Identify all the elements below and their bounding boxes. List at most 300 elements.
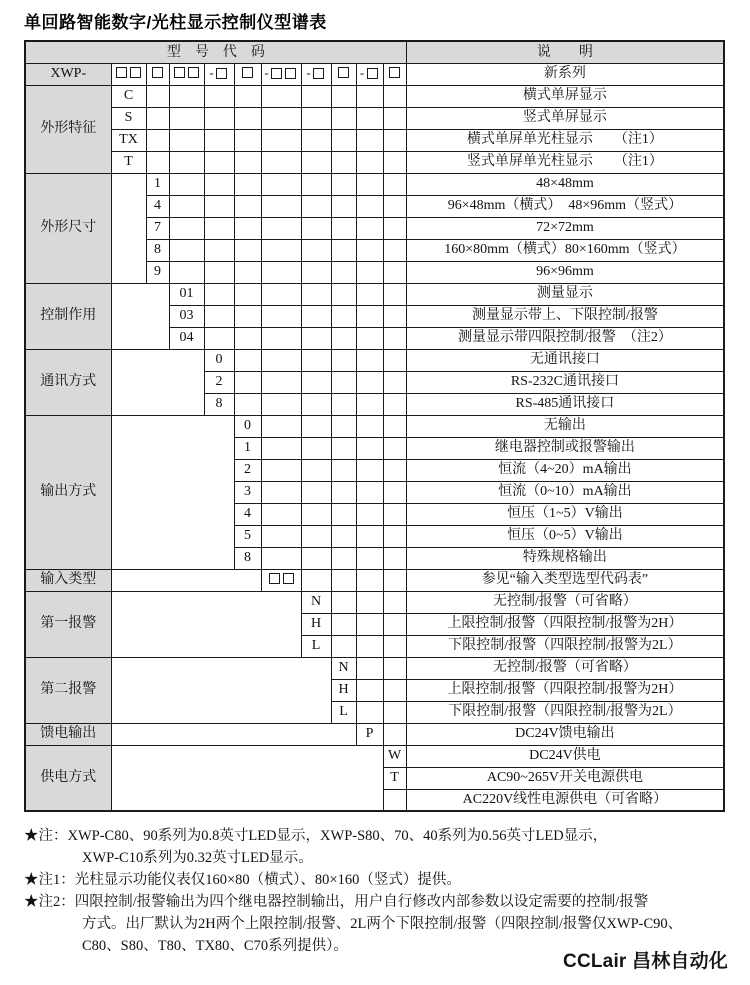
blank-cell (146, 85, 169, 107)
blank-cell (383, 261, 406, 283)
blank-cell (234, 173, 261, 195)
desc-cell: 测量显示带四限控制/报警 （注2） (406, 327, 724, 349)
blank-cell (356, 85, 383, 107)
blank-cell (301, 349, 331, 371)
blank-cell (261, 283, 301, 305)
category-cell: 输出方式 (25, 415, 111, 569)
code-cell: 1 (146, 173, 169, 195)
table-row (25, 85, 724, 107)
blank-cell (261, 327, 301, 349)
blank-cell (356, 679, 383, 701)
blank-cell (169, 217, 204, 239)
blank-cell (301, 415, 331, 437)
blank-cell (356, 569, 383, 591)
code-cell: W (383, 745, 406, 767)
blank-cell (331, 635, 356, 657)
blank-cell (301, 239, 331, 261)
blank-cell (234, 305, 261, 327)
code-cell: 7 (146, 217, 169, 239)
blank-cell (331, 415, 356, 437)
table-row (25, 151, 724, 173)
blank-cell (331, 261, 356, 283)
blank-cell (383, 679, 406, 701)
blank-cell (356, 217, 383, 239)
blank-cell (234, 327, 261, 349)
table-row (25, 723, 724, 745)
desc-cell: 测量显示带上、下限控制/报警 (406, 305, 724, 327)
blank-cell (204, 261, 234, 283)
blank-cell (204, 107, 234, 129)
blank-cell (261, 349, 301, 371)
note-line (24, 869, 725, 891)
blank-cell (234, 151, 261, 173)
merged-blank-cell (111, 591, 301, 657)
code-box-icon (269, 573, 280, 584)
blank-cell (301, 371, 331, 393)
category-cell: 第二报警 (25, 657, 111, 723)
blank-cell (169, 173, 204, 195)
code-cell: 2 (204, 371, 234, 393)
blank-cell (383, 613, 406, 635)
category-cell: 馈电输出 (25, 723, 111, 745)
blank-cell (234, 261, 261, 283)
blank-cell (383, 305, 406, 327)
blank-cell (383, 349, 406, 371)
table-row (25, 657, 724, 679)
desc-cell: 上限控制/报警（四限控制/报警为2H） (406, 679, 724, 701)
blank-cell (301, 327, 331, 349)
blank-cell (261, 305, 301, 327)
blank-cell (169, 195, 204, 217)
blank-cell (234, 239, 261, 261)
desc-cell: 96×48mm（横式） 48×96mm（竖式） (406, 195, 724, 217)
blank-cell (383, 371, 406, 393)
table-row (25, 107, 724, 129)
desc-cell: 测量显示 (406, 283, 724, 305)
code-cell: 9 (146, 261, 169, 283)
blank-cell (356, 591, 383, 613)
code-cell: H (301, 613, 331, 635)
blank-cell (331, 239, 356, 261)
blank-cell (261, 547, 301, 569)
blank-cell (234, 107, 261, 129)
blank-cell (234, 217, 261, 239)
blank-cell (356, 349, 383, 371)
code-cell: P (356, 723, 383, 745)
blank-cell (301, 525, 331, 547)
blank-cell (356, 437, 383, 459)
blank-cell (356, 415, 383, 437)
blank-cell (146, 107, 169, 129)
blank-cell (261, 195, 301, 217)
blank-cell (331, 151, 356, 173)
blank-cell (356, 701, 383, 723)
blank-cell (331, 283, 356, 305)
code-box-icon (130, 67, 141, 78)
code-cell: C (111, 85, 146, 107)
blank-cell (146, 151, 169, 173)
blank-cell (331, 591, 356, 613)
code-box-icon (174, 67, 185, 78)
blank-cell (383, 569, 406, 591)
desc-cell: 横式单屏显示 (406, 85, 724, 107)
desc-cell: 72×72mm (406, 217, 724, 239)
code-cell: 01 (169, 283, 204, 305)
code-cell: N (301, 591, 331, 613)
blank-cell (383, 525, 406, 547)
blank-cell (356, 459, 383, 481)
table-row (25, 283, 724, 305)
blank-cell (356, 173, 383, 195)
blank-cell (169, 151, 204, 173)
blank-cell (356, 635, 383, 657)
table-row (25, 173, 724, 195)
blank-cell (331, 569, 356, 591)
blank-cell (383, 503, 406, 525)
blank-cell (383, 657, 406, 679)
blank-cell (331, 349, 356, 371)
blank-cell (261, 481, 301, 503)
code-cell: 03 (169, 305, 204, 327)
brand-logo: CCLair 昌林自动化 (563, 951, 728, 972)
blank-cell (204, 327, 234, 349)
blank-cell (356, 195, 383, 217)
blank-cell (301, 283, 331, 305)
blank-cell (301, 503, 331, 525)
blank-cell (383, 701, 406, 723)
code-cell: 4 (234, 503, 261, 525)
desc-cell: 恒压（0~5）V输出 (406, 525, 724, 547)
code-cell: 8 (146, 239, 169, 261)
code-dash: - (306, 64, 311, 80)
model-code-cell (331, 63, 356, 85)
category-cell: 控制作用 (25, 283, 111, 349)
blank-cell (383, 173, 406, 195)
blank-cell (383, 437, 406, 459)
blank-cell (356, 239, 383, 261)
blank-cell (383, 239, 406, 261)
desc-cell: 无控制/报警（可省略） (406, 657, 724, 679)
blank-cell (383, 481, 406, 503)
blank-cell (301, 129, 331, 151)
table-header-desc: 说 明 (406, 41, 724, 63)
model-code-cell (301, 63, 331, 85)
desc-cell: 无控制/报警（可省略） (406, 591, 724, 613)
table-row (25, 415, 724, 437)
note-text: 四限控制/报警输出为四个继电器控制输出，用户自行修改内部参数以设定需要的控制/报警 (74, 894, 649, 910)
note-label: ★注1： (24, 872, 75, 888)
code-dash: - (264, 64, 269, 80)
category-cell: 外形尺寸 (25, 173, 111, 283)
blank-cell (331, 503, 356, 525)
category-cell: 外形特征 (25, 85, 111, 173)
model-code-cell (356, 63, 383, 85)
desc-cell: 恒流（4~20）mA输出 (406, 459, 724, 481)
desc-cell: 竖式单屏单光柱显示 （注1） (406, 151, 724, 173)
code-box-icon (283, 573, 294, 584)
code-box-icon (188, 67, 199, 78)
note-label: ★注： (24, 828, 68, 844)
desc-cell: DC24V馈电输出 (406, 723, 724, 745)
desc-cell: 无输出 (406, 415, 724, 437)
blank-cell (331, 393, 356, 415)
note-item (24, 825, 725, 869)
blank-cell (261, 261, 301, 283)
blank-cell (261, 173, 301, 195)
blank-cell (261, 503, 301, 525)
code-dash: - (209, 64, 214, 80)
merged-blank-cell (111, 415, 234, 569)
code-dash: - (359, 64, 365, 80)
blank-cell (356, 503, 383, 525)
model-code-cell (383, 63, 406, 85)
blank-cell (169, 261, 204, 283)
desc-cell: DC24V供电 (406, 745, 724, 767)
blank-cell (356, 261, 383, 283)
desc-cell: 96×96mm (406, 261, 724, 283)
blank-cell (331, 305, 356, 327)
blank-cell (383, 723, 406, 745)
blank-cell (383, 635, 406, 657)
code-box-icon (389, 67, 400, 78)
blank-cell (261, 371, 301, 393)
desc-cell: 恒压（1~5）V输出 (406, 503, 724, 525)
blank-cell (301, 85, 331, 107)
blank-cell (169, 129, 204, 151)
note-line: C80、S80、T80、TX80、C70系列提供）。 (82, 938, 348, 954)
blank-cell (331, 459, 356, 481)
desc-cell: 48×48mm (406, 173, 724, 195)
code-cell: 8 (234, 547, 261, 569)
blank-cell (204, 129, 234, 151)
code-cell: 2 (234, 459, 261, 481)
code-box-icon (216, 68, 227, 79)
code-box-icon (285, 68, 296, 79)
code-cell: 5 (234, 525, 261, 547)
blank-cell (204, 151, 234, 173)
blank-cell (383, 217, 406, 239)
blank-cell (331, 327, 356, 349)
blank-cell (301, 481, 331, 503)
blank-cell (356, 481, 383, 503)
blank-cell (234, 393, 261, 415)
note-label: ★注2： (24, 894, 75, 910)
table-header-row (25, 41, 724, 63)
code-cell: L (331, 701, 356, 723)
blank-cell (331, 437, 356, 459)
model-code-table (24, 40, 725, 812)
desc-cell: 新系列 (406, 63, 724, 85)
blank-cell (261, 129, 301, 151)
merged-blank-cell (111, 283, 169, 349)
table-row (25, 569, 724, 591)
blank-cell (261, 437, 301, 459)
code-box-icon (242, 67, 253, 78)
desc-cell: RS-485通讯接口 (406, 393, 724, 415)
blank-cell (383, 195, 406, 217)
blank-cell (356, 371, 383, 393)
blank-cell (204, 305, 234, 327)
note-line (24, 825, 725, 847)
blank-cell (331, 85, 356, 107)
code-cell: S (111, 107, 146, 129)
blank-cell (301, 217, 331, 239)
model-code-cell (204, 63, 234, 85)
blank-cell (169, 107, 204, 129)
blank-cell (301, 151, 331, 173)
merged-blank-cell (111, 745, 383, 811)
blank-cell (261, 525, 301, 547)
note-text: 光柱显示功能仪表仅160×80（横式）、80×160（竖式）提供。 (74, 872, 461, 888)
model-row (25, 63, 724, 85)
note-text: XWP-C80、90系列为0.8英寸LED显示，XWP-S80、70、40系列为0.56英寸LED显示， (67, 828, 608, 844)
blank-cell (383, 151, 406, 173)
desc-cell: 横式单屏单光柱显示 （注1） (406, 129, 724, 151)
blank-cell (261, 459, 301, 481)
desc-cell: 特殊规格输出 (406, 547, 724, 569)
code-cell: H (331, 679, 356, 701)
blank-cell (356, 613, 383, 635)
note-item (24, 869, 725, 891)
model-prefix-cell: XWP- (25, 63, 111, 85)
blank-cell (356, 107, 383, 129)
category-cell: 输入类型 (25, 569, 111, 591)
blank-cell (301, 305, 331, 327)
blank-cell (331, 107, 356, 129)
desc-cell: 恒流（0~10）mA输出 (406, 481, 724, 503)
table-row (25, 745, 724, 767)
blank-cell (204, 85, 234, 107)
blank-cell (169, 239, 204, 261)
blank-cell (383, 591, 406, 613)
blank-cell (356, 657, 383, 679)
merged-blank-cell (111, 723, 356, 745)
code-cell: 4 (146, 195, 169, 217)
blank-cell (261, 85, 301, 107)
blank-cell (261, 393, 301, 415)
blank-cell (383, 547, 406, 569)
table-header-code: 型 号 代 码 (25, 41, 406, 63)
desc-cell: AC90~265V开关电源供电 (406, 767, 724, 789)
blank-cell (356, 305, 383, 327)
desc-cell: AC220V线性电源供电（可省略） (406, 789, 724, 811)
desc-cell: 160×80mm（横式）80×160mm（竖式） (406, 239, 724, 261)
blank-cell (356, 151, 383, 173)
table-row (25, 591, 724, 613)
blank-cell (383, 327, 406, 349)
model-code-cell (261, 63, 301, 85)
code-box-icon (116, 67, 127, 78)
model-code-cell (234, 63, 261, 85)
blank-cell (261, 415, 301, 437)
blank-cell (331, 525, 356, 547)
blank-cell (234, 349, 261, 371)
blank-cell (331, 547, 356, 569)
code-box-icon (313, 68, 324, 79)
code-box-icon (271, 68, 282, 79)
blank-cell (331, 217, 356, 239)
desc-cell: 竖式单屏显示 (406, 107, 724, 129)
blank-cell (261, 217, 301, 239)
blank-cell (234, 85, 261, 107)
blank-cell (331, 173, 356, 195)
code-cell: 0 (204, 349, 234, 371)
code-cell: N (331, 657, 356, 679)
table-row (25, 349, 724, 371)
note-line: 方式。出厂默认为2H两个上限控制/报警、2L两个下限控制/报警（四限控制/报警仅XWP-C90、 (82, 916, 683, 932)
note-line (24, 891, 725, 913)
blank-cell (204, 283, 234, 305)
code-cell (261, 569, 301, 591)
blank-cell (261, 239, 301, 261)
blank-cell (383, 85, 406, 107)
blank-cell (301, 173, 331, 195)
code-cell: TX (111, 129, 146, 151)
blank-cell (356, 393, 383, 415)
page-title: 单回路智能数字/光柱显示控制仪型谱表 (24, 13, 327, 32)
blank-cell (301, 195, 331, 217)
blank-cell (301, 393, 331, 415)
code-cell: 0 (234, 415, 261, 437)
note-line: XWP-C10系列为0.32英寸LED显示。 (82, 850, 313, 866)
merged-blank-cell (111, 657, 331, 723)
blank-cell (261, 107, 301, 129)
desc-cell: 下限控制/报警（四限控制/报警为2L） (406, 635, 724, 657)
blank-cell (331, 481, 356, 503)
code-cell: T (383, 767, 406, 789)
merged-blank-cell (111, 173, 146, 283)
category-cell: 通讯方式 (25, 349, 111, 415)
desc-cell: 下限控制/报警（四限控制/报警为2L） (406, 701, 724, 723)
blank-cell (261, 151, 301, 173)
category-cell: 供电方式 (25, 745, 111, 811)
blank-cell (331, 613, 356, 635)
code-cell: 04 (169, 327, 204, 349)
desc-cell: RS-232C通讯接口 (406, 371, 724, 393)
blank-cell (204, 217, 234, 239)
blank-cell (301, 437, 331, 459)
category-cell: 第一报警 (25, 591, 111, 657)
model-code-cell (146, 63, 169, 85)
code-box-icon (338, 67, 349, 78)
blank-cell (356, 283, 383, 305)
code-box-icon (367, 68, 378, 79)
merged-blank-cell (111, 349, 204, 415)
blank-cell (331, 129, 356, 151)
code-cell: L (301, 635, 331, 657)
merged-blank-cell (111, 569, 261, 591)
desc-cell: 继电器控制或报警输出 (406, 437, 724, 459)
blank-cell (204, 173, 234, 195)
blank-cell (383, 459, 406, 481)
model-code-cell (169, 63, 204, 85)
code-cell: 8 (204, 393, 234, 415)
blank-cell (383, 129, 406, 151)
blank-cell (356, 547, 383, 569)
blank-cell (331, 371, 356, 393)
code-box-icon (152, 67, 163, 78)
code-cell: T (111, 151, 146, 173)
model-code-cell (111, 63, 146, 85)
blank-cell (356, 327, 383, 349)
blank-cell (301, 261, 331, 283)
blank-cell (234, 371, 261, 393)
blank-cell (204, 195, 234, 217)
blank-cell (234, 195, 261, 217)
code-cell (383, 789, 406, 811)
notes (24, 825, 725, 957)
desc-cell: 参见“输入类型选型代码表” (406, 569, 724, 591)
